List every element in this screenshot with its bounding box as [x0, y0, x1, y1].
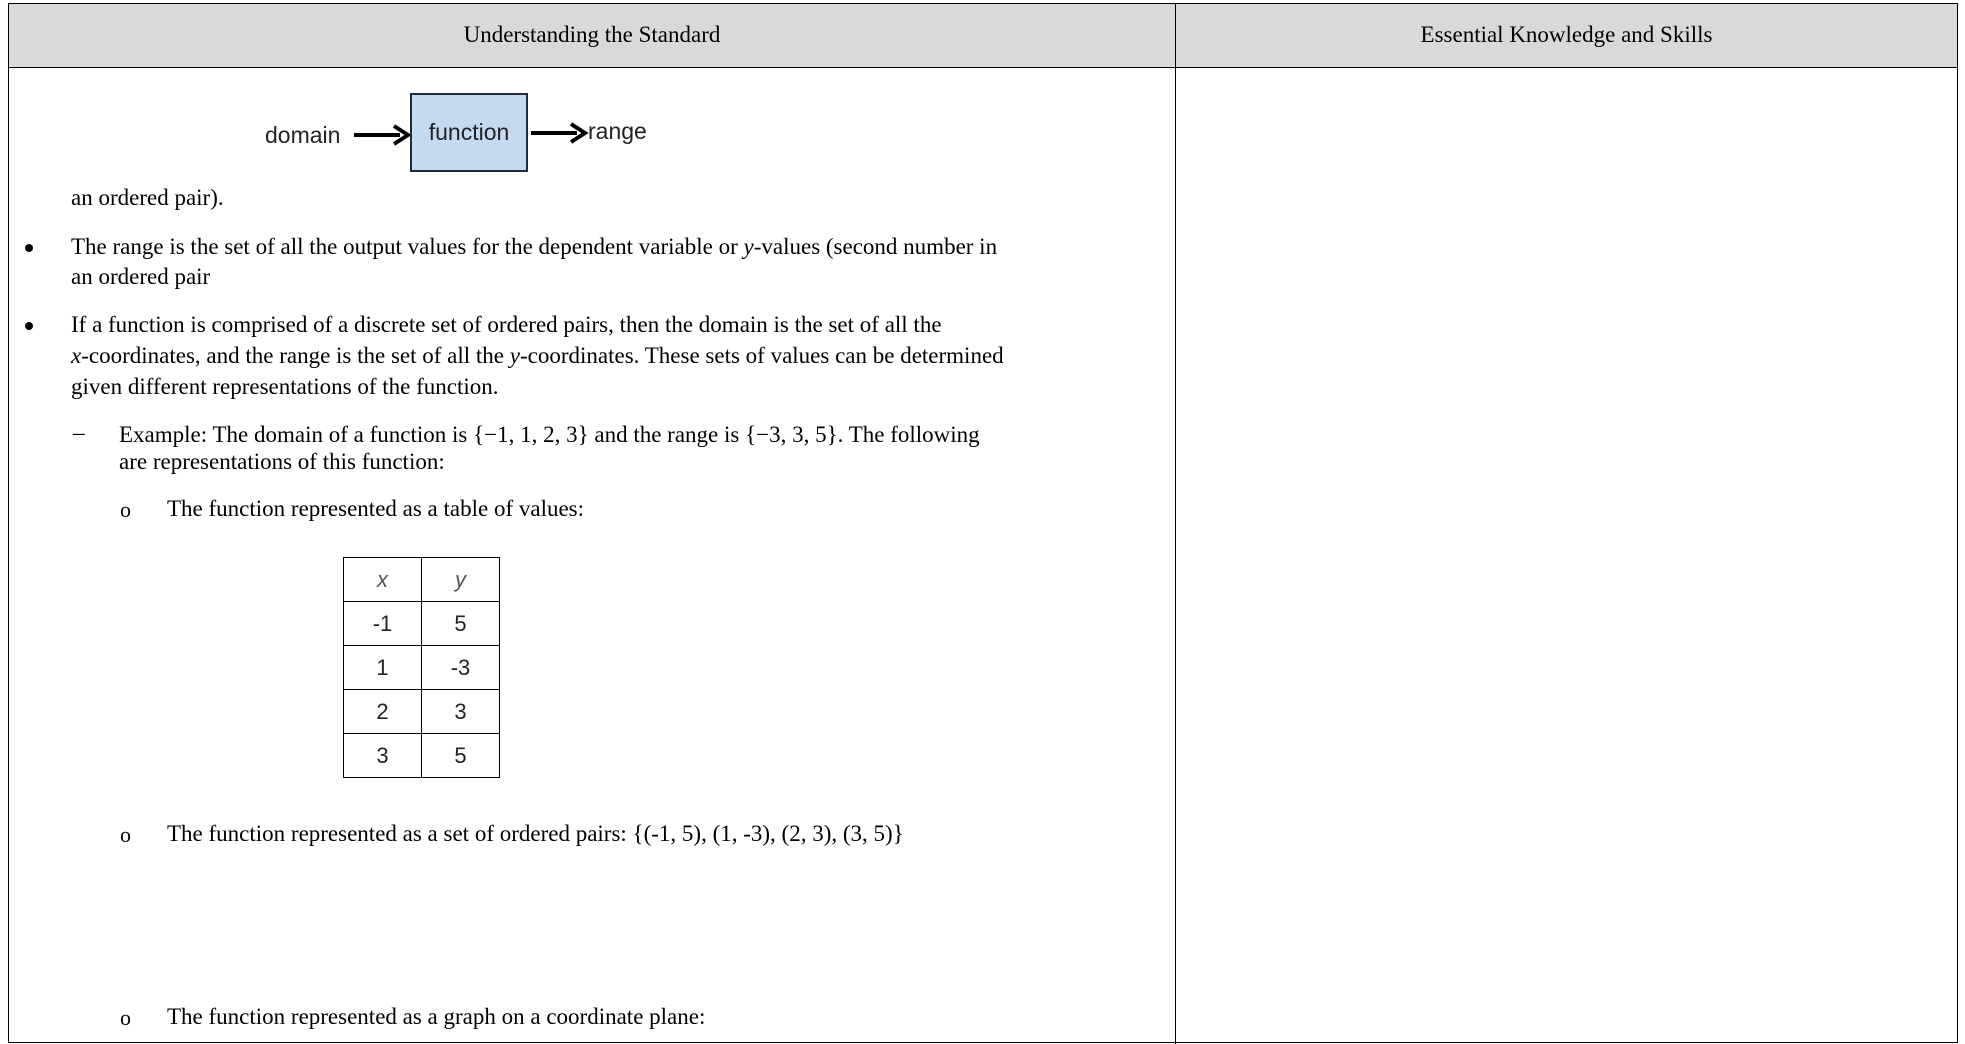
- discrete-set-line1: If a function is comprised of a discrete set of ordered pairs, then the domain is the set of all the: [71, 312, 942, 337]
- table-cell: 5: [422, 602, 500, 646]
- table-row: [344, 646, 500, 690]
- table-cell: -1: [344, 602, 422, 646]
- table-header-row: [344, 558, 500, 602]
- discrete-set-line3: given different representations of the function.: [71, 374, 499, 399]
- table-representation-text: The function represented as a table of values:: [167, 496, 585, 521]
- range-definition-line1: The range is the set of all the output values for the dependent variable or y-values (second number in: [71, 234, 998, 259]
- circle-marker: o: [120, 497, 131, 522]
- header-understanding-standard: Understanding the Standard: [463, 22, 721, 47]
- table-row: [344, 602, 500, 646]
- range-definition-line2: an ordered pair: [71, 264, 211, 289]
- example-line2: are representations of this function:: [119, 449, 445, 474]
- dash-marker: –: [73, 420, 85, 445]
- table-cell: 1: [344, 646, 422, 690]
- table-row: [344, 734, 500, 778]
- table-header-row: [9, 4, 1957, 68]
- bullet-marker: [25, 322, 33, 330]
- continuation-text: an ordered pair).: [71, 185, 224, 210]
- table-cell: 3: [344, 734, 422, 778]
- circle-marker: o: [120, 1005, 131, 1030]
- diagram-range-label: range: [588, 118, 647, 144]
- discrete-set-line2: x-coordinates, and the range is the set of all the y-coordinates. These sets of values can be determined: [71, 343, 1004, 368]
- column-divider: [1175, 4, 1176, 1044]
- ordered-pairs-text: The function represented as a set of ordered pairs: {(-1, 5), (1, -3), (2, 3), (3, 5)}: [167, 821, 904, 846]
- values-table: [343, 557, 500, 778]
- example-line1: Example: The domain of a function is {−1, 1, 2, 3} and the range is {−3, 3, 5}. The following: [119, 422, 980, 447]
- diagram-function-box: function: [410, 93, 528, 172]
- graph-representation-text: The function represented as a graph on a coordinate plane:: [167, 1004, 706, 1029]
- table-header-cell: x: [344, 558, 422, 602]
- bullet-marker: [25, 244, 33, 252]
- table-cell: 5: [422, 734, 500, 778]
- arrow-right-icon: [529, 119, 589, 147]
- header-essential-knowledge: Essential Knowledge and Skills: [1420, 22, 1713, 47]
- table-cell: 3: [422, 690, 500, 734]
- table-row: [344, 690, 500, 734]
- diagram-domain-label: domain: [265, 122, 341, 148]
- arrow-right-icon: [352, 121, 412, 149]
- table-cell: -3: [422, 646, 500, 690]
- circle-marker: o: [120, 822, 131, 847]
- table-cell: 2: [344, 690, 422, 734]
- table-header-cell: y: [422, 558, 500, 602]
